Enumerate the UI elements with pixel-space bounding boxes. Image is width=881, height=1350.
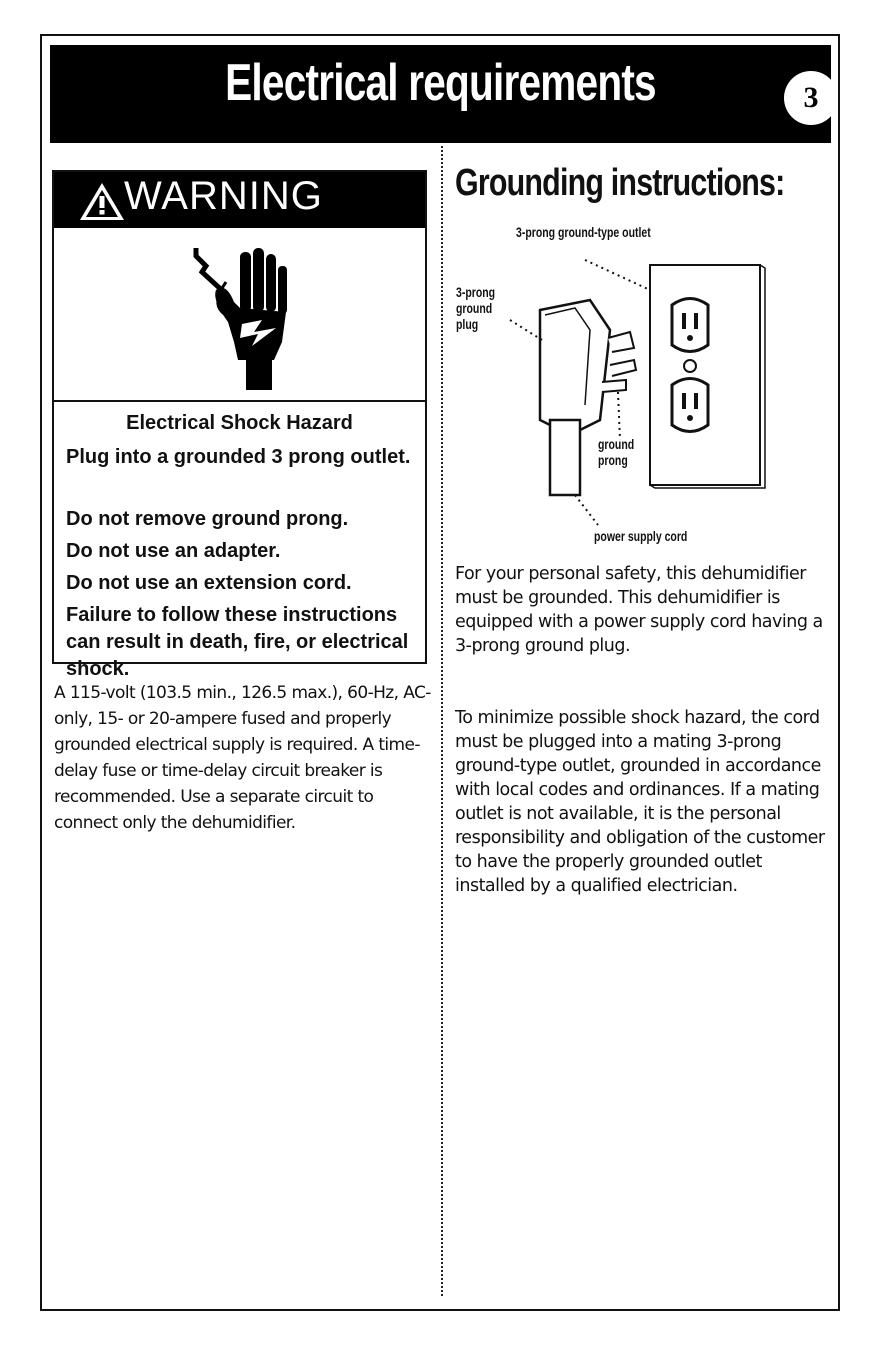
electric-shock-hand-icon [182,242,292,392]
grounding-paragraph-1: For your personal safety, this dehumidifier must be grounded. This dehumidifier is equipped with a power supply cord having a 3-prong ground plug. [455,564,823,656]
page-border-bottom [40,1309,840,1311]
page-border-top [40,34,840,36]
warning-line: Do not remove ground prong. [66,508,349,530]
warning-box [52,170,427,680]
page-border-right [838,34,840,1311]
warning-header [54,172,425,228]
page-title: Electrical requirements [225,54,656,112]
warning-line: Do not use an extension cord. [66,572,352,594]
warning-illustration [54,228,425,402]
ground-prong-label: ground prong [598,436,635,468]
page-number-badge: 3 [784,71,838,125]
warning-line: Failure to follow these instructions can result in death, fire, or electrical shock. [66,604,409,680]
header-bar [50,45,831,143]
power-cord-label: power supply cord [594,528,688,544]
warning-line: Do not use an adapter. [66,540,281,562]
page-border-left [40,34,42,1311]
electrical-supply-text: A 115-volt (103.5 min., 126.5 max.), 60-Hz, AC-only, 15- or 20-ampere fused and properly grounded electrical supply is required. A time-delay fuse or time-delay circuit breaker is recommended. Use a separate circuit to connect only the dehumidifier. [54,683,431,833]
plug-label: 3-prong ground plug [456,284,496,332]
grounding-diagram [450,220,780,550]
warning-title: WARNING [124,174,323,218]
column-divider [441,146,443,1296]
outlet-label: 3-prong ground-type outlet [516,224,651,240]
hazard-heading: Electrical Shock Hazard [126,412,353,434]
plug-outlet-illustration [450,220,780,550]
grounding-paragraph-2: To minimize possible shock hazard, the cord must be plugged into a mating 3-prong ground-type outlet, grounded in accordance with local codes and ordinances. If a mating outlet is not available, it is the personal responsibility and obligation of the customer to have the properly grounded outlet installed by a qualified electrician. [455,708,825,896]
warning-triangle-icon [78,180,126,222]
warning-line: Plug into a grounded 3 prong outlet. [66,446,411,468]
grounding-title: Grounding instructions: [455,162,785,204]
